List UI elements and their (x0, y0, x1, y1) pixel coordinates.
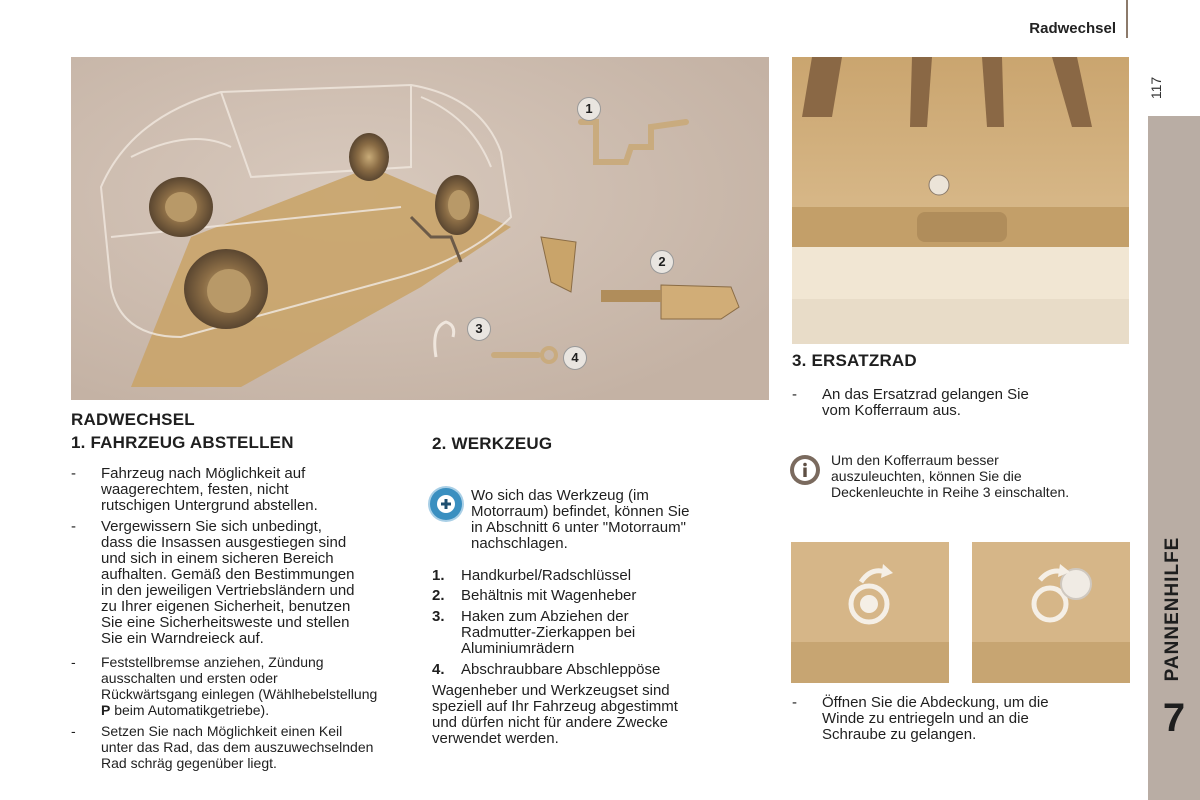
text-line: Behältnis mit Wagenheber (461, 587, 637, 604)
text-line: An das Ersatzrad gelangen Sie (822, 386, 1029, 403)
text-line: Aluminiumrädern (461, 640, 575, 657)
list-dash: - (71, 518, 76, 535)
cover-open-drawing (791, 542, 949, 683)
text-line: Motorraum) befindet, können Sie (471, 503, 690, 520)
text-line: Radmutter-Zierkappen bei (461, 624, 636, 641)
text-line: Abschraubbare Abschleppöse (461, 661, 661, 678)
text-line: nachschlagen. (471, 535, 568, 552)
text-line: Handkurbel/Radschlüssel (461, 567, 632, 584)
trunk-illustration (792, 57, 1129, 344)
cover-open-illustration (791, 542, 949, 683)
text-line: verwendet werden. (432, 730, 559, 747)
text-line: Vergewissern Sie sich unbedingt, (101, 518, 322, 535)
gear-position: P (101, 702, 111, 718)
step-3-heading: 3. ERSATZRAD (792, 351, 917, 370)
info-icon (790, 455, 820, 485)
list-dash: - (71, 723, 76, 739)
text-line: Schraube zu gelangen. (822, 726, 977, 743)
info-note (831, 452, 1131, 500)
list-dash: - (792, 694, 797, 711)
header-divider (1126, 0, 1128, 38)
text-line: Haken zum Abziehen der (461, 608, 629, 625)
step-2-heading: 2. WERKZEUG (432, 434, 553, 453)
info-icon-glyph (790, 455, 820, 485)
callout-3: 3 (467, 317, 491, 341)
text-line: Rückwärtsgang einlegen (Wählhebelstellung (101, 686, 378, 702)
tool-number: 2. (432, 587, 445, 604)
text-line: auszuleuchten, können Sie die (831, 468, 1022, 484)
tool-number: 1. (432, 567, 445, 584)
main-heading: RADWECHSEL (71, 410, 195, 429)
text-line: ausschalten und ersten oder (101, 670, 278, 686)
text-line: Öffnen Sie die Abdeckung, um die (822, 694, 1049, 711)
text-line: Wo sich das Werkzeug (im (471, 487, 649, 504)
text-line: Feststellbremse anziehen, Zündung (101, 654, 324, 670)
text-line: Um den Kofferraum besser (831, 452, 999, 468)
text-line: Setzen Sie nach Möglichkeit einen Keil (101, 723, 343, 739)
text-line: unter das Rad, das dem auszuwechselnden (101, 739, 374, 755)
text-line: Sie ein Warndreieck auf. (101, 630, 264, 647)
text-line: zu Ihrer eigenen Sicherheit, benutzen (101, 598, 351, 615)
text-line: und dürfen nicht für andere Zwecke (432, 714, 668, 731)
text-line (101, 702, 431, 718)
tools-illustration-drawing (71, 57, 769, 400)
text-line: Sie eine Sicherheitsweste und stellen (101, 614, 350, 631)
text-line: rutschigen Untergrund abstellen. (101, 497, 318, 514)
callout-4: 4 (563, 346, 587, 370)
tools-illustration (71, 57, 769, 400)
callout-1: 1 (577, 97, 601, 121)
tool-usage-note (432, 683, 772, 747)
text-line: speziell auf Ihr Fahrzeug abgestimmt (432, 698, 678, 715)
text-line: Winde zu entriegeln und an die (822, 710, 1029, 727)
text-line: und sich in einem sicheren Bereich (101, 550, 334, 567)
plus-icon-glyph (430, 488, 462, 520)
text-fragment: beim Automatikgetriebe). (110, 702, 270, 718)
text-line: Deckenleuchte in Reihe 3 einschalten. (831, 484, 1070, 500)
callout-2: 2 (650, 250, 674, 274)
text-line: Fahrzeug nach Möglichkeit auf (101, 465, 306, 482)
text-line: in den jeweiligen Vertriebsländern und (101, 582, 355, 599)
list-dash: - (792, 386, 797, 403)
step-1-heading: 1. FAHRZEUG ABSTELLEN (71, 433, 294, 452)
section-title: Radwechsel (1029, 20, 1116, 37)
trunk-illustration-drawing (792, 57, 1129, 344)
chapter-number: 7 (1162, 696, 1186, 740)
tool-number: 4. (432, 661, 445, 678)
text-line: in Abschnitt 6 unter "Motorraum" (471, 519, 686, 536)
text-line: aufhalten. Gemäß den Bestimmungen (101, 566, 355, 583)
chapter-name: PANNENHILFE (1162, 536, 1183, 682)
text-line: waagerechtem, festen, nicht (101, 481, 289, 498)
tool-number: 3. (432, 608, 445, 625)
text-line: Wagenheber und Werkzeugset sind (432, 682, 670, 699)
tool-location-note (471, 488, 771, 552)
cover-remove-illustration (972, 542, 1130, 683)
page-number: 117 (1148, 76, 1164, 100)
plus-icon (430, 488, 462, 520)
text-line: dass die Insassen ausgestiegen sind (101, 534, 347, 551)
text-line: Rad schräg gegenüber liegt. (101, 755, 277, 771)
cover-remove-drawing (972, 542, 1130, 683)
text-line: vom Kofferraum aus. (822, 402, 961, 419)
list-dash: - (71, 654, 76, 670)
list-dash: - (71, 465, 76, 482)
